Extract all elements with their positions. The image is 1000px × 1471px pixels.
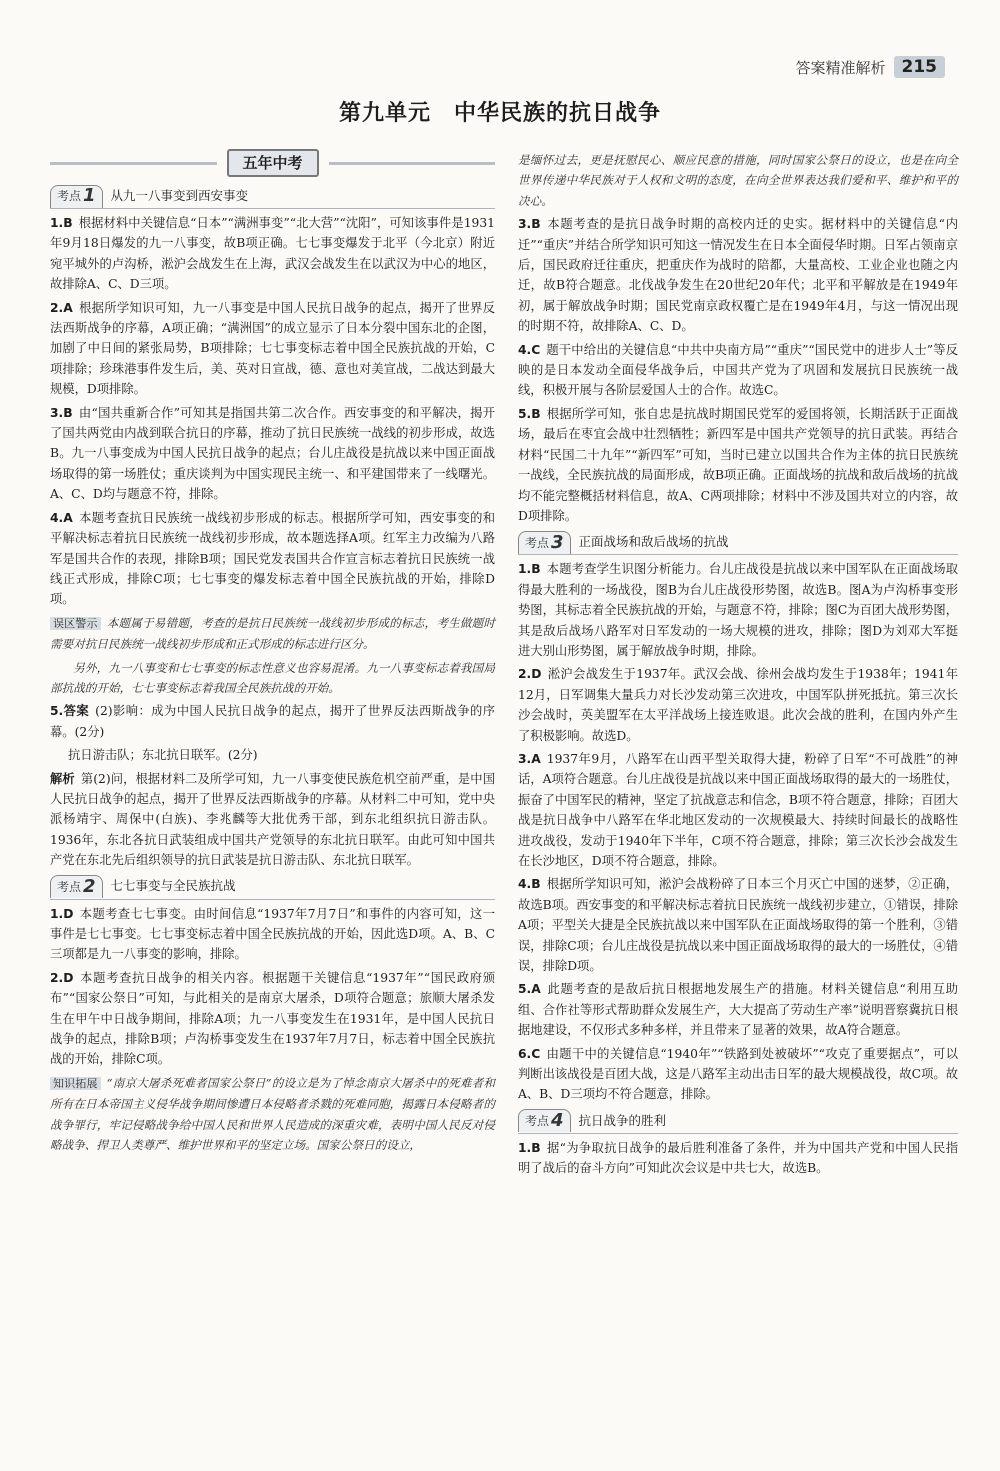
kp-heading-4 (518, 1109, 958, 1134)
answer-item (50, 904, 495, 965)
kp-number: 2 (83, 875, 96, 897)
item-number: 2.D (518, 667, 542, 682)
kp-heading-3 (518, 530, 958, 555)
item-number: 3.A (518, 751, 541, 766)
item-number: 1.D (50, 906, 74, 921)
kp-title: 正面战场和敌后战场的抗战 (578, 534, 729, 550)
kp-number: 1 (83, 185, 96, 207)
item-text: 此题考查的是敌后抗日根据地发展生产的措施。材料关键信息“利用互助组、合作社等形式帮助群众发展生产，大大提高了劳动生产率”说明晋察冀抗日根据地建设，不仅形式多种多样，并且带来了显著的效果，故A符合题意。 (518, 982, 958, 1038)
item-number: 5.B (518, 406, 541, 421)
item-number: 6.C (518, 1046, 541, 1061)
answer-item (50, 701, 495, 742)
item-text: 本题考查抗日战争的相关内容。根据题干关键信息“1937年”“国民政府颁布”“国家公祭日”可知，与此相关的是南京大屠杀，D项符合题意；旅顺大屠杀发生在甲午中日战争期间，排除A项；九一八事变发生在1931年，是中国人民抗日战争的起点，排除B项；卢沟桥事变发生在1937年7月7日，标志着中国全民族抗战的开始，排除C项。 (50, 970, 495, 1067)
item-number: 1.B (518, 1140, 541, 1155)
right-column (518, 150, 958, 1182)
item-text: 由题干中的关键信息“1940年”“铁路到处被破坏”“攻克了重要据点”，可以判断出该战役是百团大战，这是八路军主动出击日军的最大规模战役，故C项。故A、B、D三项均不符合题意，排除。 (518, 1046, 958, 1102)
analysis-item (50, 769, 495, 871)
answer-item (518, 874, 958, 976)
answer-item (518, 214, 958, 336)
answer-item (50, 298, 495, 400)
item-text: 根据所学知识可知，九一八事变是中国人民抗日战争的起点，揭开了世界反法西斯战争的序幕，A项正确；“满洲国”的成立显示了日本分裂中国东北的企图，加剧了中日间的紧张局势，B项排除；七七事变标志着中国全民族抗战的开始，C项排除；珍珠港事件发生后，美、英对日宣战，德、意也对美宣战，二战达到最大规模，D项排除。 (50, 300, 495, 397)
answer-item (518, 559, 958, 661)
item-number: 5.答案 (50, 704, 90, 719)
item-number: 3.B (50, 405, 73, 420)
note-text: “南京大屠杀死难者国家公祭日”的设立是为了悼念南京大屠杀中的死难者和所有在日本帝国主义侵华战争期间惨遭日本侵略者杀戮的死难同胞，揭露日本侵略者的战争罪行，牢记侵略战争给中国人民和世界人民造成的深重灾难，表明中国人民反对侵略战争、捍卫人类尊严、维护世界和平的坚定立场。国家公祭日的设立， (50, 1075, 496, 1153)
note-tag: 知识拓展 (50, 1077, 101, 1090)
answer-part: 抗日游击队；东北抗日联军。(2分) (68, 748, 258, 763)
knowledge-extension-note (50, 1073, 495, 1156)
item-text: 据“为争取抗日战争的最后胜利准备了条件，并为中国共产党和中国人民指明了战后的奋斗方向”可知此次会议是中共七大，故选B。 (518, 1140, 958, 1176)
analysis-text: 第(2)问，根据材料二及所学可知，九一八事变使民族危机空前严重，是中国人民抗日战争的起点，揭开了世界反法西斯战争的序幕。从材料二中可知，党中央派杨靖宇、周保中(白族)、李兆麟等大批优秀干部，到东北组织抗日游击队。1936年，东北各抗日武装组成中国共产党领导的东北抗日联军。由此可知中国共产党在东北先后组织领导的抗日武装是抗日游击队、东北抗日联军。 (50, 771, 495, 868)
banner-title: 五年中考 (227, 149, 319, 177)
kp-title: 从九一八事变到西安事变 (110, 187, 249, 203)
kp-number: 4 (551, 1110, 564, 1132)
item-number: 1.B (518, 562, 541, 577)
item-number: 2.D (50, 970, 74, 985)
answer-item (518, 1138, 958, 1179)
kp-label: 考点 (525, 1114, 550, 1129)
item-text: 根据材料中关键信息“日本”“满洲事变”“北大营”“沈阳”，可知该事件是1931年9月18日爆发的九一八事变，故B项正确。七七事变爆发于北平（今北京）附近宛平城外的卢沟桥，淞沪会战发生在上海，武汉会战发生在以武汉为中心的地区，故排除A、C、D三项。 (50, 216, 495, 292)
answer-item (50, 403, 495, 505)
kp-label: 考点 (525, 535, 550, 550)
answer-item (518, 749, 958, 871)
note-text: 本题属于易错题，考查的是抗日民族统一战线初步形成的标志，考生做题时需要对抗日民族统一战线初步形成和正式形成的标志进行区分。 (50, 615, 495, 652)
answer-item (518, 340, 958, 401)
kp-title: 抗日战争的胜利 (578, 1112, 667, 1128)
mistake-warning-note-2: 另外，九一八事变和七七事变的标志性意义也容易混淆。九一八事变标志着我国局部抗战的开始，七七事变标志着我国全民族抗战的开始。 (50, 660, 495, 695)
knowledge-extension-continued: 是缅怀过去，更是抚慰民心、顺应民意的措施，同时国家公祭日的设立，也是在向全世界传递中华民族对于人权和文明的态度，在向全世界表达我们爱和平、维护和平的决心。 (518, 153, 958, 208)
kp-tag (518, 531, 571, 554)
item-text: 本题考查学生识图分析能力。台儿庄战役是抗战以来中国军队在正面战场取得最大胜利的一场战役，图B为台儿庄战役形势图，故选B。图A为卢沟桥事变形势图，其标志着全民族抗战的开始，与题意不符，排除；图C为百团大战形势图，其是敌后战场八路军对日军发动的一场大规模的进攻，排除；图D为刘邓大军挺进大别山形势图，属于解放战争时期，排除。 (518, 562, 958, 658)
item-number: 1.B (50, 216, 73, 230)
header-label: 答案精准解析 (795, 58, 886, 77)
analysis-tag: 解析 (50, 771, 75, 786)
item-number: 5.A (518, 982, 541, 997)
answer-item (518, 1044, 958, 1105)
page-number: 215 (894, 56, 946, 78)
kp-title: 七七事变与全民族抗战 (110, 878, 236, 894)
item-text: 根据所学知识可知，淞沪会战粉碎了日本三个月灭亡中国的迷梦，②正确，故选B项。西安事变的和平解决标志着抗日民族统一战线初步建立，①错误，排除A项；平型关大捷是全民族抗战以来中国军队在正面战场取得的第一个胜利，③错误，排除C项；台儿庄战役是抗战以来中国正面战场取得的最大的一场胜仗，④错误，排除D项。 (518, 877, 958, 974)
item-text: 1937年9月，八路军在山西平型关取得大捷，粉碎了日军“不可战胜”的神话，A项符合题意。台儿庄战役是抗战以来中国正面战场取得的最大的一场胜仗，振奋了中国军民的精神，坚定了抗战意志和信念，B项不符合题意，排除；百团大战是抗日战争中八路军在华北地区发动的一次规模最大、持续时间最长的战略性进攻战役，发动于1940年下半年，C项不符合题意，排除；第三次长沙会战发生在长沙地区，D项不符合题意，排除。 (518, 751, 958, 868)
item-number: 3.B (518, 217, 541, 232)
item-number: 2.A (50, 300, 73, 315)
item-text: 题干中给出的关键信息“中共中央南方局”“重庆”“国民党中的进步人士”等反映的是日本发动全面侵华战争后，中国共产党为了巩固和发展抗日民族统一战线，积极开展与各阶层爱国人士的合作。故选C。 (518, 342, 958, 398)
page-header (795, 56, 945, 78)
banner-line (50, 162, 217, 165)
answer-item (518, 664, 958, 746)
item-text: 本题考查抗日民族统一战线初步形成的标志。根据所学可知，西安事变的和平解决标志着抗日民族统一战线初步形成，故本题选择A项。红军主力改编为八路军是国共合作的表现，排除B项；国民党发表国共合作宣言标志着抗日民族统一战线正式形成，排除C项；七七事变的爆发标志着中国全民族抗战的开始，排除D项。 (50, 510, 495, 607)
kp-tag (518, 1109, 571, 1132)
kp-tag (50, 875, 103, 898)
item-text: 由“国共重新合作”可知其是指国共第二次合作。西安事变的和平解决，揭开了国共两党由内战到联合抗日的序幕，推动了抗日民族统一战线的初步形成，故选B。九一八事变成为中国人民抗日战争的起点；台儿庄战役是抗战以来中国正面战场取得的第一场胜仗；重庆谈判为中国实现民主统一、和平建国带来了一线曙光。A、C、D均与题意不符，排除。 (50, 405, 495, 502)
left-column (50, 150, 495, 1158)
kp-label: 考点 (57, 879, 82, 894)
kp-heading-2 (50, 875, 495, 900)
unit-title: 第九单元 中华民族的抗日战争 (338, 101, 661, 126)
answer-item (518, 404, 958, 526)
item-number: 4.A (50, 510, 73, 525)
note-tag: 误区警示 (50, 617, 101, 630)
item-number: 4.C (518, 342, 541, 357)
kp-heading-1 (50, 184, 495, 209)
answer-item (50, 968, 495, 1070)
item-text: (2)影响：成为中国人民抗日战争的起点，揭开了世界反法西斯战争的序幕。(2分) (50, 704, 495, 739)
kp-tag (50, 185, 103, 208)
kp-label: 考点 (57, 189, 82, 204)
banner-line (329, 162, 496, 165)
answer-item (50, 508, 495, 610)
mistake-warning-note (50, 613, 495, 655)
section-banner (50, 150, 495, 176)
item-text: 本题考查的是抗日战争时期的高校内迁的史实。据材料中的关键信息“内迁”“重庆”并结合所学知识可知这一情况发生在日本全面侵华时期。日军占领南京后，国民政府迁往重庆，把重庆作为战时的陪都，大量高校、工业企业也随之内迁，故B符合题意。北伐战争发生在20世纪20年代；北平和平解放是在1949年初，属于解放战争时期；国民党南京政权覆亡是在1949年4月，与这一情况出现的时期不符，故排除A、C、D。 (518, 217, 958, 334)
answer-item (50, 213, 495, 295)
item-text: 根据所学可知，张自忠是抗战时期国民党军的爱国将领，长期活跃于正面战场，最后在枣宜会战中壮烈牺牲；新四军是中国共产党领导的抗日武装。再结合材料“民国二十九年”“新四军”可知，当时已建立以国共合作为主体的抗日民族统一战线，全民族抗战的局面形成，故B项正确。正面战场的抗战和敌后战场的抗战均不能完整概括材料信息，故A、C两项排除；材料中不涉及国共对立的内容，故D项排除。 (518, 406, 958, 523)
item-text: 淞沪会战发生于1937年。武汉会战、徐州会战均发生于1938年；1941年12月，日军调集大量兵力对长沙发动第三次进攻，中国军队拼死抵抗。第三次长沙会战时，英美盟军在太平洋战场上接连败退。此次会战的胜利，在国内外产生了积极影响。故选D。 (518, 667, 958, 743)
item-number: 4.B (518, 877, 541, 892)
item-text: 本题考查七七事变。由时间信息“1937年7月7日”和事件的内容可知，这一事件是七七事变。七七事变标志着中国全民族抗战的开始，因此选D项。A、B、C三项都是九一八事变的影响，排除。 (50, 906, 495, 962)
kp-number: 3 (551, 531, 564, 553)
answer-item (518, 979, 958, 1040)
